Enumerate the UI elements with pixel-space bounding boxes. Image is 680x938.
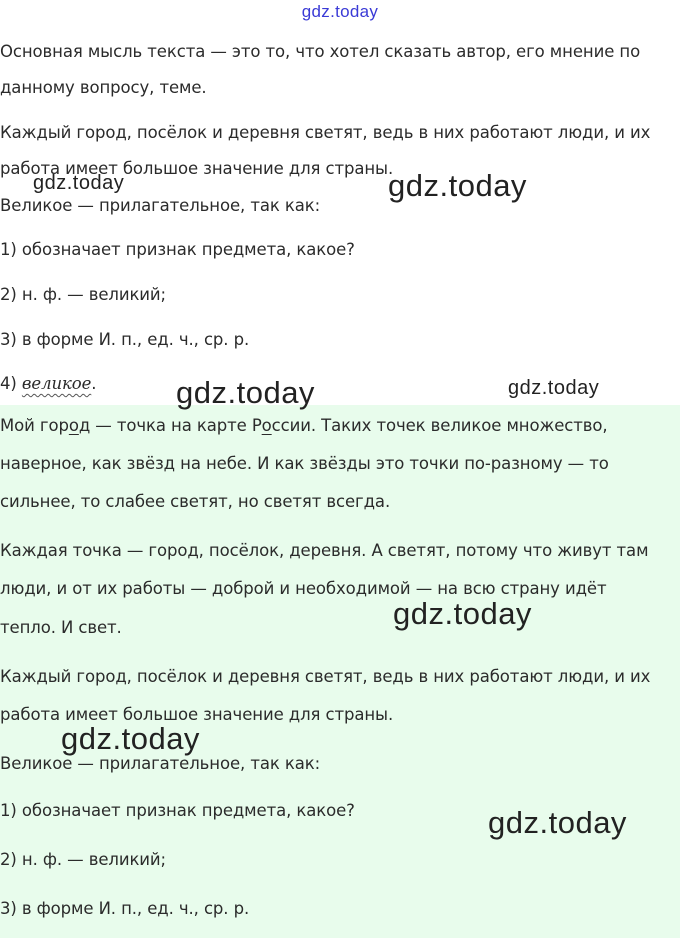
list-number: 4) [0, 374, 17, 393]
parsed-word: великое [21, 374, 92, 393]
text-line: 2) н. ф. — великий; [0, 285, 167, 304]
text-line: люди, и от их работы — доброй и необходимой — на всю страну идёт [0, 579, 607, 598]
text-line: Каждый город, посёлок и деревня светят, ведь в них работают люди, и их [0, 123, 651, 142]
watermark: gdz.today [393, 596, 532, 631]
text-line: наверное, как звёзд на небе. И как звёзды это точки по-разному — то [0, 454, 609, 473]
text-fragment: ссии. Таких точек великое множество, [271, 416, 608, 435]
text-line: работа имеет большое значение для страны. [0, 705, 394, 724]
watermark: gdz.today [388, 168, 527, 203]
text-line [0, 416, 608, 436]
text-fragment: д — точка на карте Р [78, 416, 262, 435]
text-line: работа имеет большое значение для страны. [0, 159, 394, 178]
watermark: gdz.today [508, 377, 600, 399]
text-line: 3) в форме И. п., ед. ч., ср. р. [0, 899, 250, 918]
punct: . [91, 374, 97, 393]
site-logo[interactable]: gdz.today [301, 2, 379, 21]
watermark: gdz.today [176, 375, 315, 410]
underlined-letter: о [261, 416, 272, 435]
text-line: 2) н. ф. — великий; [0, 850, 167, 869]
watermark: gdz.today [61, 721, 200, 756]
text-line: 1) обозначает признак предмета, какое? [0, 801, 355, 820]
text-line: сильнее, то слабее светят, но светят всегда. [0, 492, 391, 511]
text-line: Великое — прилагательное, так как: [0, 754, 321, 773]
text-line [0, 374, 96, 394]
text-line: 1) обозначает признак предмета, какое? [0, 240, 355, 259]
text-line: тепло. И свет. [0, 618, 122, 637]
text-line: Основная мысль текста — это то, что хотел сказать автор, его мнение по [0, 42, 641, 61]
text-fragment: Мой гор [0, 416, 69, 435]
text-line: Великое — прилагательное, так как: [0, 196, 321, 215]
text-line: Каждая точка — город, посёлок, деревня. А светят, потому что живут там [0, 541, 649, 560]
text-line: данному вопросу, теме. [0, 78, 207, 97]
watermark: gdz.today [33, 172, 125, 194]
underlined-letter: о [68, 416, 79, 435]
text-line: Каждый город, посёлок и деревня светят, ведь в них работают люди, и их [0, 667, 651, 686]
watermark: gdz.today [488, 805, 627, 840]
text-line: 3) в форме И. п., ед. ч., ср. р. [0, 330, 250, 349]
